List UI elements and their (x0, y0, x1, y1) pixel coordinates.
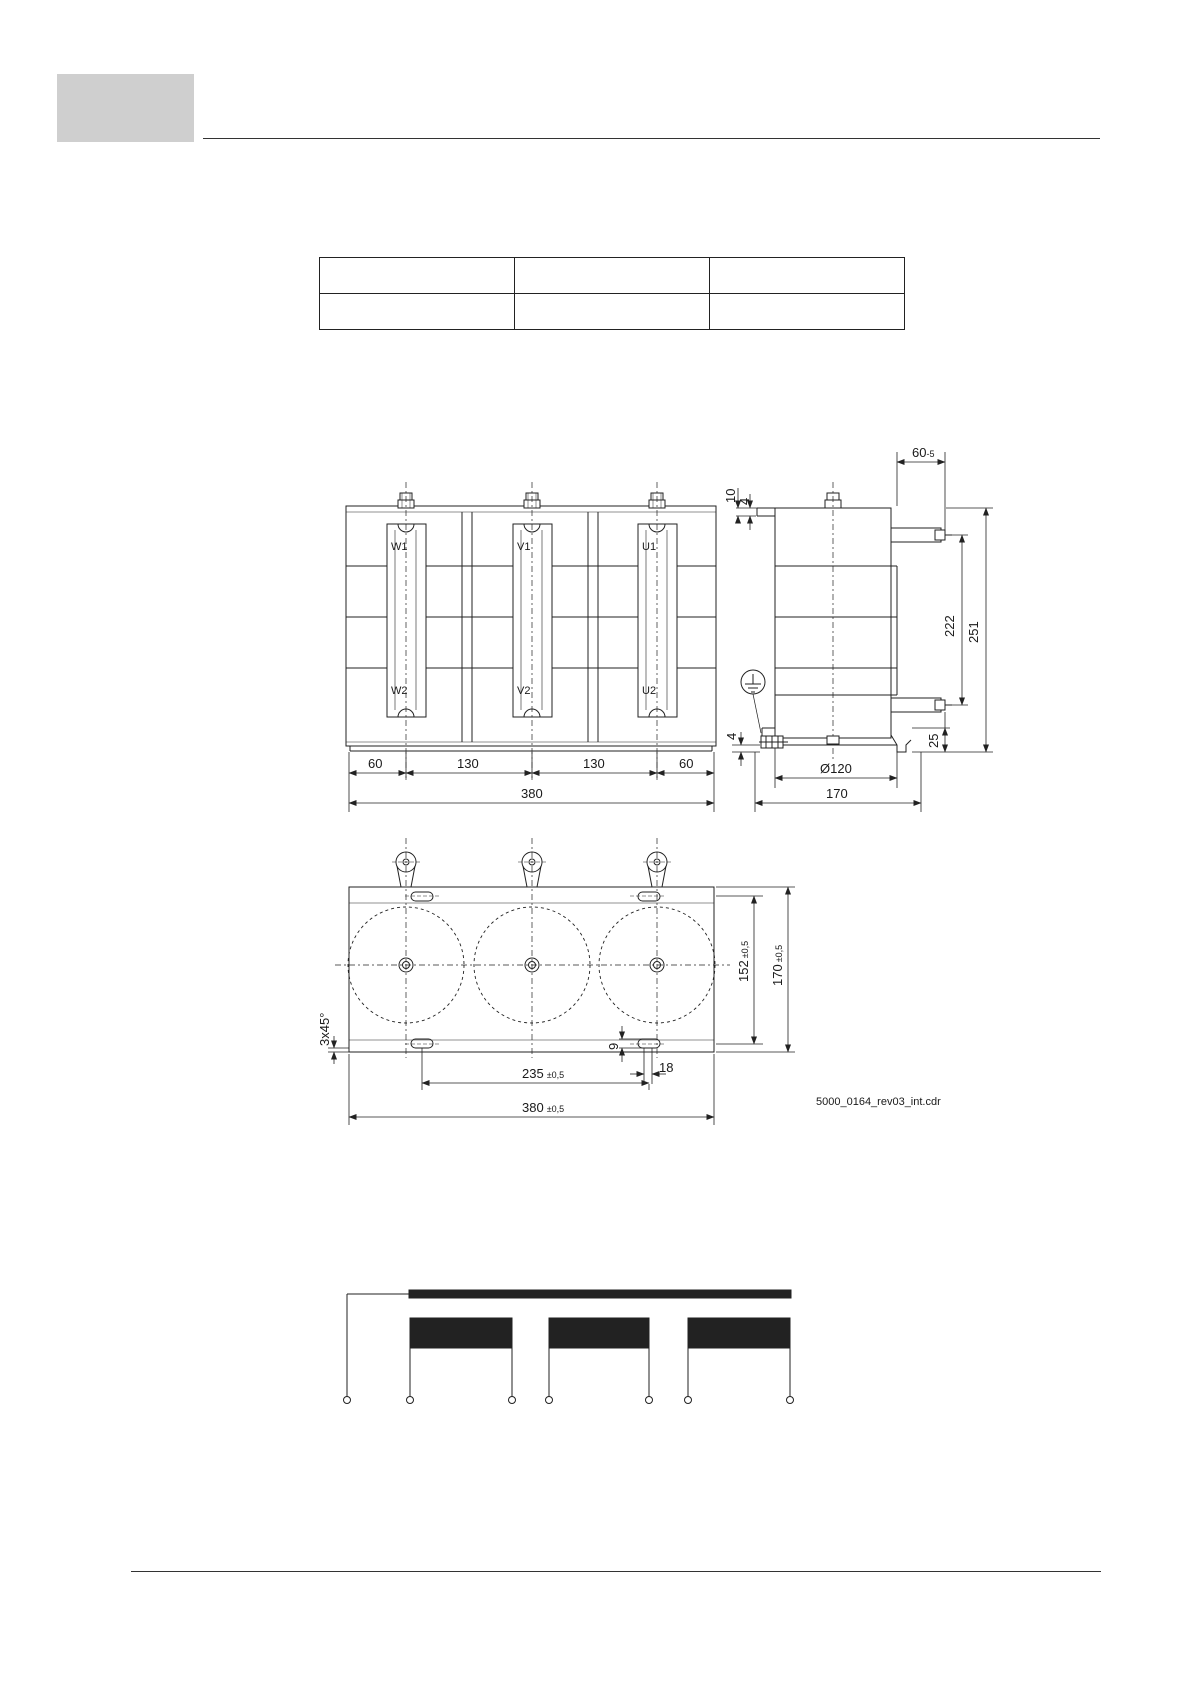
dim-235-main: 235 (522, 1066, 544, 1081)
dim-251: 251 (966, 621, 981, 643)
footer-rule (131, 1571, 1101, 1572)
front-view (346, 482, 716, 780)
label-u2: U2 (642, 685, 657, 697)
dim-9: 9 (606, 1042, 621, 1050)
core-bar (409, 1290, 791, 1298)
base-plate (349, 887, 714, 1052)
label-v1: V1 (517, 541, 531, 553)
front-dimension-labels (368, 756, 693, 801)
terminal-w2 (509, 1397, 516, 1404)
dim-10: 10 (723, 488, 738, 503)
label-w2: W2 (391, 685, 408, 697)
side-view (741, 482, 952, 760)
label-u1: U1 (642, 541, 657, 553)
dim-60-right: 60 (679, 756, 694, 771)
winding-u (688, 1318, 790, 1348)
dim-4-bottom: 4 (724, 732, 739, 740)
dim-170-main: 170 (770, 964, 785, 986)
dim-60-tolerance: -5 (926, 449, 935, 459)
dim-152-tolerance: ±0,5 (740, 940, 750, 959)
dim-18: 18 (659, 1060, 674, 1075)
dim-130-a: 130 (457, 756, 479, 771)
dim-152 (736, 941, 751, 982)
wiring-schematic (344, 1290, 794, 1404)
top-view (335, 838, 730, 1058)
dim-235 (522, 1066, 564, 1081)
dim-380-main: 380 (522, 1100, 544, 1115)
winding-w (410, 1318, 512, 1348)
label-w1: W1 (391, 541, 408, 553)
dim-25: 25 (926, 733, 941, 748)
dim-380-front: 380 (521, 786, 543, 801)
file-reference: 5000_0164_rev03_int.cdr (816, 1096, 941, 1108)
terminal-pe (344, 1397, 351, 1404)
dim-170-top (770, 945, 785, 986)
front-dimensions (349, 752, 714, 812)
terminal-v1 (546, 1397, 553, 1404)
dim-130-b: 130 (583, 756, 605, 771)
terminal-v2 (646, 1397, 653, 1404)
dim-170-tolerance: ±0,5 (774, 944, 784, 963)
terminal-u2 (787, 1397, 794, 1404)
dim-60-main: 60 (912, 445, 927, 460)
dim-235-tolerance: ±0,5 (546, 1070, 565, 1080)
dim-4-top: 4 (737, 497, 752, 505)
winding-v (549, 1318, 649, 1348)
dim-380-tolerance: ±0,5 (546, 1104, 565, 1114)
label-v2: V2 (517, 685, 531, 697)
terminal-w1 (407, 1397, 414, 1404)
dim-222: 222 (942, 615, 957, 637)
dim-chamfer: 3x45° (317, 1012, 332, 1046)
dim-60-left: 60 (368, 756, 383, 771)
dim-152-main: 152 (736, 960, 751, 982)
terminal-u1 (685, 1397, 692, 1404)
dim-phi120: Ø120 (820, 761, 852, 776)
dim-60-minus5 (912, 445, 934, 460)
dim-170-side: 170 (826, 786, 848, 801)
dim-380-top (522, 1100, 564, 1115)
top-dimensions (328, 887, 795, 1125)
